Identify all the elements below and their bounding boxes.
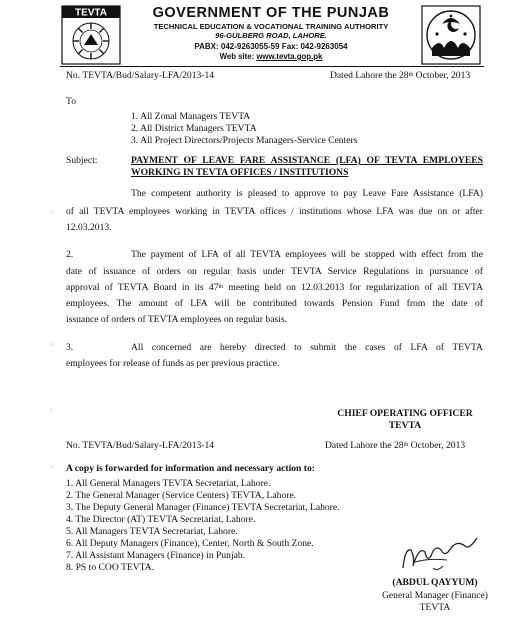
paragraph-line: employees for release of funds as per previous practice. <box>66 358 280 369</box>
signatory-name: (ABDUL QAYYUM) <box>392 577 478 588</box>
tevta-emblem-icon <box>60 4 122 66</box>
subject-title <box>131 155 483 179</box>
letter-date: Dated Lahore the 28th October, 2013 <box>330 70 471 81</box>
paragraph-line: date of issuance of orders on regular basis under TEVTA Service Regulations in pursuance of <box>66 266 483 277</box>
signoff-title: CHIEF OPERATING OFFICER <box>337 408 473 419</box>
subject-label: Subject: <box>66 155 98 166</box>
punjab-govt-emblem-icon <box>420 4 482 66</box>
subject-line: PAYMENT OF LEAVE FARE ASSISTANCE (LFA) OF TEVTA EMPLOYEES <box>131 155 483 166</box>
copy-recipient-item: 2. The General Manager (Service Centers) TEVTA, Lahore. <box>66 490 297 501</box>
paragraph-line: approval of TEVTA Board in its 47th meeting held on 12.03.2013 for regularization of all TEVTA <box>66 282 483 293</box>
signoff-org: TEVTA <box>388 420 422 431</box>
scan-mark: ◦ <box>50 405 53 414</box>
copy-recipient-item: 4. The Director (AT) TEVTA Secretariat, Lahore. <box>66 514 256 525</box>
copy-recipient-item: 8. PS to COO TEVTA. <box>66 562 155 573</box>
copy-heading: A copy is forwarded for information and necessary action to: <box>66 463 315 474</box>
paragraph-line: issuance of orders of TEVTA employees on regular basis. <box>66 314 287 325</box>
scan-mark: ◦ <box>50 462 53 471</box>
paragraph-line: 12.03.2013. <box>66 222 112 233</box>
paragraph-line: of all TEVTA employees working in TEVTA offices / institutions whose LFA was due on or after <box>66 206 483 217</box>
letterhead-address: 96-GULBERG ROAD, LAHORE. <box>215 31 327 40</box>
copy-recipient-item: 3. The Deputy General Manager (Finance) TEVTA Secretariat, Lahore. <box>66 502 340 513</box>
copy-reference-number: No. TEVTA/Bud/Salary-LFA/2013-14 <box>66 440 215 451</box>
recipient-item: 3. All Project Directors/Projects Managers-Service Centers <box>131 135 358 146</box>
copy-recipient-item: 6. All Deputy Managers (Finance), Center, North & South Zone. <box>66 538 314 549</box>
handwritten-signature-icon <box>385 528 485 576</box>
letterhead-phones: PABX: 042-9263055-59 Fax: 042-9263054 <box>194 42 348 51</box>
copy-recipient-item: 1. All General Managers TEVTA Secretariat, Lahore. <box>66 478 271 489</box>
recipient-item: 2. All District Managers TEVTA <box>131 123 257 134</box>
letterhead-authority: TECHNICAL EDUCATION & VOCATIONAL TRAINING AUTHORITY <box>153 22 389 31</box>
scan-mark: ◦ <box>50 207 53 216</box>
website-link[interactable]: www.tevta.gop.pk <box>256 52 323 61</box>
paragraph-line: All concerned are hereby directed to submit the cases of LFA of TEVTA <box>131 342 483 353</box>
letterhead-title: GOVERNMENT OF THE PUNJAB <box>152 5 390 21</box>
letterhead-website <box>126 52 416 61</box>
copy-recipient-item: 7. All Assistant Managers (Finance) in Punjab. <box>66 550 246 561</box>
reference-number: No. TEVTA/Bud/Salary-LFA/2013-14 <box>66 70 215 81</box>
website-label: Web site: <box>219 52 255 61</box>
signatory-org: TEVTA <box>419 602 451 613</box>
to-label: To <box>66 96 76 107</box>
tevta-logo-text: TEVTA <box>74 7 108 19</box>
letterhead-divider <box>60 66 484 67</box>
paragraph-line: The payment of LFA of all TEVTA employees will be stopped with effect from the <box>131 249 483 260</box>
copy-recipient-item: 5. All Managers TEVTA Secretariat, Lahore. <box>66 526 238 537</box>
copy-date: Dated Lahore the 28th October, 2013 <box>325 440 466 451</box>
paragraph-number: 2. <box>66 249 74 260</box>
subject-line: WORKING IN TEVTA OFFICES / INSTITUTIONS <box>131 167 349 178</box>
paragraph-line: The competent authority is pleased to approve to pay Leave Fare Assistance (LFA) <box>131 188 483 199</box>
paragraph-line: employees. The amount of LFA will be contributed towards Pension Fund from the date of <box>66 298 483 309</box>
signatory-designation: General Manager (Finance) <box>381 590 488 601</box>
scan-mark: ◦ <box>50 340 53 349</box>
recipient-item: 1. All Zonal Managers TEVTA <box>131 111 251 122</box>
paragraph-number: 3. <box>66 342 74 353</box>
